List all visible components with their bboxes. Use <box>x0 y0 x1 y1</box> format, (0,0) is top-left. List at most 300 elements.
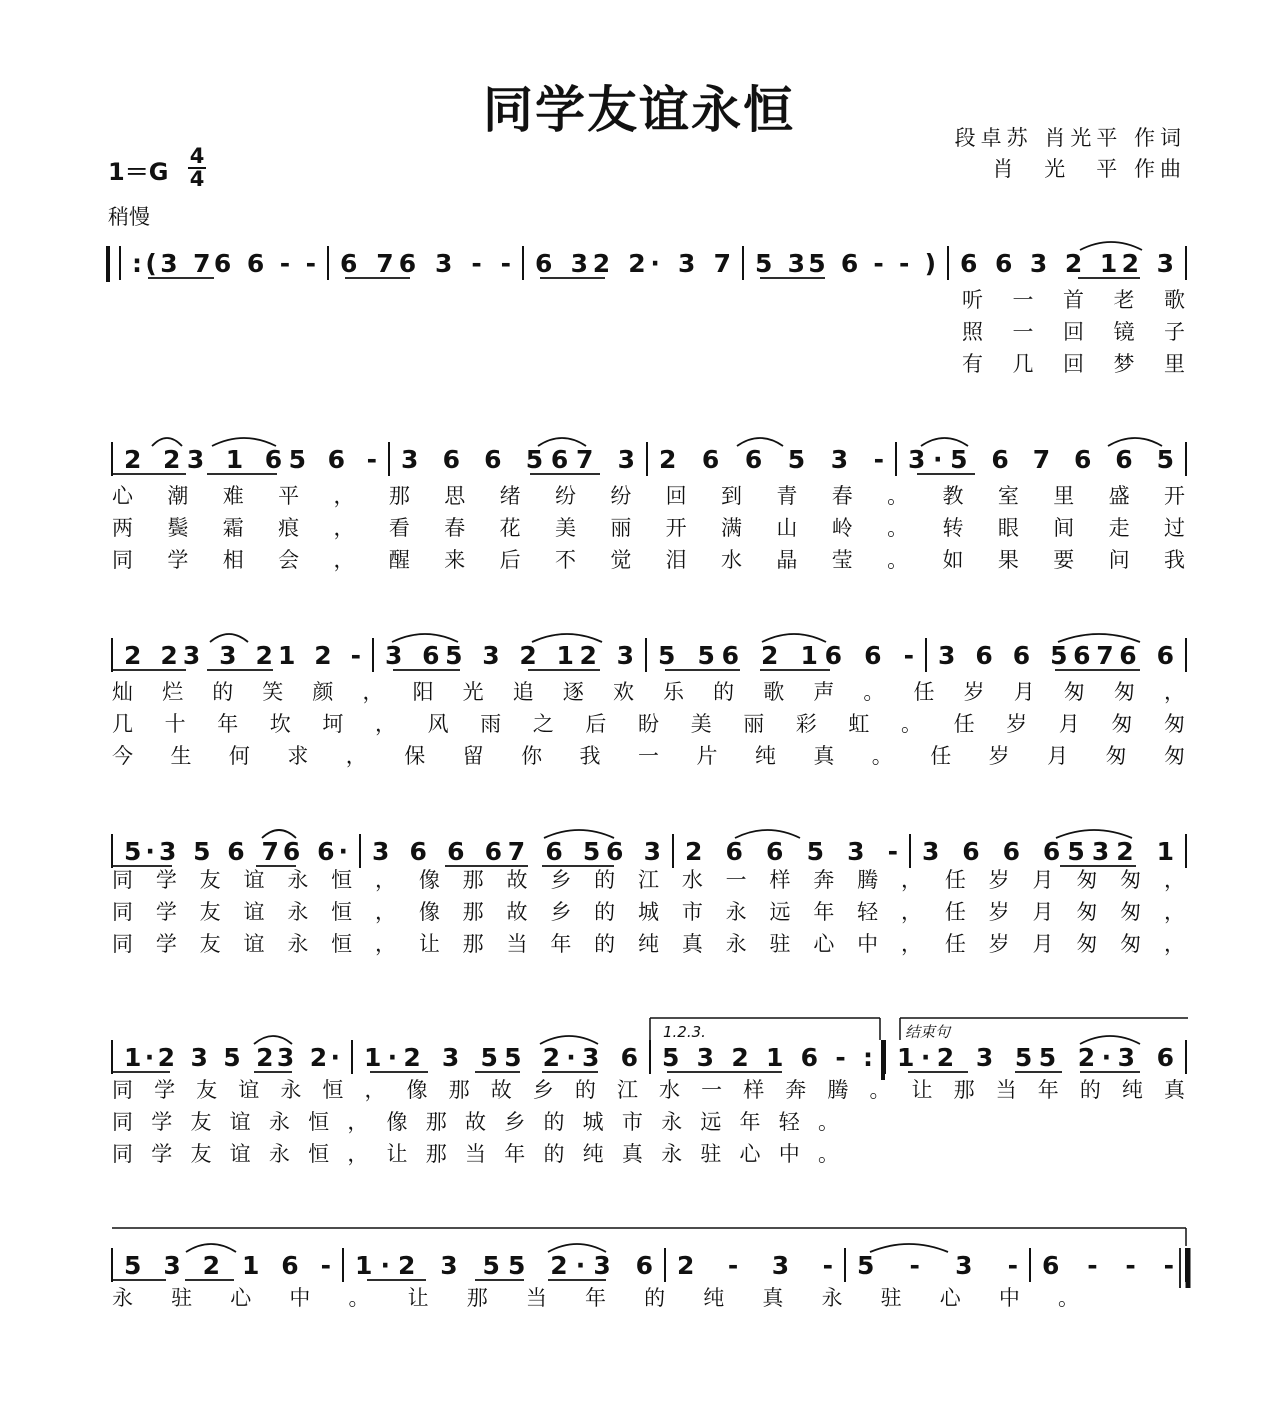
lyric-char: ， <box>375 932 396 956</box>
lyric-char: 像 <box>386 1110 408 1134</box>
lyric-char: 同 <box>112 932 133 956</box>
lyric-char: 故 <box>465 1110 486 1134</box>
lyric-char: 霜 <box>222 516 244 540</box>
lyric-char: 青 <box>776 484 798 508</box>
lyric-char: 走 <box>1108 516 1130 540</box>
lyric-char: 心 <box>112 484 133 508</box>
lyric-char: 。 <box>348 1286 370 1310</box>
time-sig-top: 4 <box>189 144 205 168</box>
lyric-char: 。 <box>887 484 909 508</box>
lyric-char: 月 <box>1013 680 1035 704</box>
lyric-char: 样 <box>743 1078 765 1102</box>
lyric-char: 生 <box>170 744 192 768</box>
lyric-char: 光 <box>462 680 484 704</box>
lyric-char: 绪 <box>499 484 521 508</box>
lyric-char: 的 <box>594 900 616 924</box>
lyric-char: 雨 <box>480 712 502 736</box>
system-1 <box>132 249 1174 278</box>
lyric-char: 匆 <box>1113 680 1135 704</box>
lyric-char: 轻 <box>778 1110 800 1134</box>
lyric-char: ， <box>1164 900 1185 924</box>
lyric-char: 匆 <box>1120 932 1142 956</box>
lyric-char: 远 <box>769 900 791 924</box>
lyric-char: 江 <box>616 1078 638 1102</box>
lyric-char: 驻 <box>171 1286 193 1310</box>
lyric-char: 几 <box>1012 352 1034 376</box>
measure-notes: 2 6 6 5 3 - <box>685 837 898 866</box>
lyric-char: 月 <box>1032 868 1054 892</box>
lyric-char: 片 <box>696 744 718 768</box>
measure-notes: 1·2 3 5 23 2· <box>124 1043 340 1072</box>
lyric-char: 。 <box>887 548 909 572</box>
measure-notes: 3 6 6 567 3 <box>401 445 635 474</box>
lyric-char: 春 <box>444 516 466 540</box>
measure-notes: 5 - 3 - <box>857 1251 1018 1280</box>
lyric-char: 有 <box>962 352 983 376</box>
lyric-char: 不 <box>554 548 576 572</box>
lyric-char: ， <box>375 900 396 924</box>
lyric-char: 江 <box>638 868 659 892</box>
lyric-char: 要 <box>1053 548 1075 572</box>
lyric-char: 乡 <box>550 900 572 924</box>
lyric-char: 一 <box>1012 288 1034 312</box>
lyric-char: 让 <box>407 1286 429 1310</box>
lyric-char: 中 <box>289 1286 311 1310</box>
lyric-char: 永 <box>280 1078 302 1102</box>
measure-notes: 3 6 6 67 6 56 3 <box>372 837 661 866</box>
lyric-char: 花 <box>499 516 521 540</box>
lyric-char: 学 <box>151 1142 173 1166</box>
lyric-char: 。 <box>871 744 893 768</box>
lyric-char: 坎 <box>269 712 291 736</box>
lyric-char: 。 <box>901 712 922 736</box>
lyric-char: 问 <box>1108 548 1130 572</box>
measure-notes: 3 6 6 5676 6 <box>938 641 1174 670</box>
lyric-char: 老 <box>1113 288 1135 312</box>
lyric-char: 永 <box>112 1286 133 1310</box>
lyric-char: 。 <box>869 1078 891 1102</box>
lyric-char: 匆 <box>1120 868 1142 892</box>
lyric-char: 年 <box>813 900 835 924</box>
measure-notes: 2 23 3 21 2 - <box>124 641 361 670</box>
lyric-char: 友 <box>199 932 221 956</box>
lyric-char: 驻 <box>700 1142 722 1166</box>
lyric-char: 山 <box>776 516 798 540</box>
lyric-char: 一 <box>1012 320 1034 344</box>
lyric-char: 春 <box>831 484 853 508</box>
lyric-char: 回 <box>1063 320 1084 344</box>
lyric-char: 任 <box>944 900 966 924</box>
lyric-char: 莹 <box>831 548 853 572</box>
lyric-char: ， <box>1164 680 1185 704</box>
lyric-char: 岁 <box>988 900 1010 924</box>
lyric-char: 满 <box>721 516 743 540</box>
lyric-char: 泪 <box>665 548 687 572</box>
lyric-char: 那 <box>388 484 410 508</box>
lyric-char: 永 <box>661 1142 683 1166</box>
measure-notes: 3·5 6 7 6 6 5 <box>908 445 1174 474</box>
lyric-char: 奔 <box>785 1078 807 1102</box>
lyric-char: 间 <box>1053 516 1075 540</box>
lyric-char: 恒 <box>331 900 353 924</box>
lyric-char: ， <box>333 548 355 572</box>
measure-notes: 6 6 3 2 12 3 <box>960 249 1174 278</box>
lyric-char: 任 <box>930 744 952 768</box>
lyric-char: ， <box>362 680 384 704</box>
lyric-char: 镜 <box>1113 320 1135 344</box>
lyric-char: 同 <box>112 900 133 924</box>
measure-notes: 2 23 1 65 6 - <box>124 445 377 474</box>
lyric-char: 梦 <box>1113 352 1135 376</box>
lyric-char: 乡 <box>532 1078 554 1102</box>
lyric-char: 乡 <box>550 868 572 892</box>
lyric-char: ， <box>347 1142 369 1166</box>
measure-notes: 1·2 3 55 2·3 6 <box>364 1043 638 1072</box>
lyric-char: 盛 <box>1108 484 1130 508</box>
lyric-char: 求 <box>287 744 309 768</box>
lyric-char: ， <box>901 868 922 892</box>
lyric-char: ， <box>345 744 367 768</box>
measure-notes: 2 - 3 - <box>677 1251 833 1280</box>
lyric-char: 友 <box>199 868 221 892</box>
lyric-char: 岁 <box>988 744 1010 768</box>
lyric-char: 匆 <box>1120 900 1142 924</box>
lyric-char: 。 <box>887 516 909 540</box>
system-3 <box>124 641 1174 670</box>
lyric-char: 友 <box>196 1078 218 1102</box>
lyric-char: 回 <box>665 484 687 508</box>
lyric-char: 如 <box>942 548 964 572</box>
system-4 <box>124 837 1174 866</box>
lyric-char: 何 <box>228 744 250 768</box>
lyric-char: 岭 <box>831 516 853 540</box>
measure-notes: 6 32 2· 3 7 <box>535 249 731 278</box>
measure-notes: 5·3 5 6 76 6· <box>124 837 348 866</box>
lyric-char: 城 <box>638 900 659 924</box>
lyric-char: 谊 <box>243 868 265 892</box>
tempo-marking: 稍慢 <box>108 205 150 229</box>
time-sig-bottom: 4 <box>189 167 205 191</box>
lyric-char: 匆 <box>1076 932 1098 956</box>
lyric-char: 同 <box>112 548 133 572</box>
lyric-char: 永 <box>268 1110 290 1134</box>
lyric-char: ， <box>901 932 922 956</box>
lyric-char: 。 <box>1058 1286 1079 1310</box>
lyric-char: 美 <box>554 516 576 540</box>
volta-first-label: 1.2.3. <box>663 1023 706 1041</box>
lyric-char: 谊 <box>243 932 265 956</box>
lyric-char: 那 <box>462 932 484 956</box>
lyric-char: 永 <box>725 900 747 924</box>
lyric-char: 让 <box>911 1078 933 1102</box>
lyric-char: 丽 <box>743 712 765 736</box>
lyric-char: 岁 <box>963 680 985 704</box>
lyric-char: 痕 <box>278 516 300 540</box>
measure-notes: 3 6 6 6532 1 <box>922 837 1174 866</box>
lyric-char: 恒 <box>331 932 353 956</box>
lyric-char: 一 <box>701 1078 723 1102</box>
lyric-char: 匆 <box>1105 744 1127 768</box>
lyric-char: 十 <box>164 712 186 736</box>
lyric-char: 开 <box>665 516 687 540</box>
lyric-char: 潮 <box>167 484 189 508</box>
measure-notes: :(3 76 6 - - <box>132 249 316 278</box>
lyric-char: ， <box>347 1110 369 1134</box>
lyric-char: 友 <box>199 900 221 924</box>
lyric-char: 永 <box>287 868 309 892</box>
lyric-char: 留 <box>462 744 484 768</box>
lyric-char: 觉 <box>610 548 632 572</box>
lyric-char: 恒 <box>308 1142 330 1166</box>
lyric-char: ， <box>333 484 355 508</box>
lyric-char: 水 <box>721 548 743 572</box>
lyric-char: 那 <box>425 1142 447 1166</box>
lyric-char: 难 <box>222 484 244 508</box>
lyric-char: 丽 <box>610 516 632 540</box>
lyric-char: 故 <box>506 868 528 892</box>
lyric-char: 真 <box>813 744 835 768</box>
lyric-char: 匆 <box>1076 868 1098 892</box>
lyric-char: 腾 <box>827 1078 849 1102</box>
lyric-char: 那 <box>448 1078 470 1102</box>
measure-notes: 5 3 2 1 6 - : <box>662 1043 873 1072</box>
lyric-char: 永 <box>821 1286 843 1310</box>
lyric-char: 。 <box>818 1110 839 1134</box>
lyric-char: 心 <box>739 1142 761 1166</box>
lyric-char: 坷 <box>322 712 344 736</box>
lyric-char: 岁 <box>988 868 1010 892</box>
lyric-char: 乐 <box>663 680 685 704</box>
lyric-char: 任 <box>944 932 966 956</box>
lyric-char: 当 <box>995 1078 1017 1102</box>
lyric-char: 永 <box>725 932 747 956</box>
lyric-char: 市 <box>681 900 703 924</box>
lyric-char: 的 <box>1079 1078 1101 1102</box>
lyric-char: 匆 <box>1164 744 1185 768</box>
lyric-char: 果 <box>997 548 1019 572</box>
lyric-char: 轻 <box>857 900 879 924</box>
lyric-char: 会 <box>278 548 300 572</box>
lyric-char: 中 <box>998 1286 1020 1310</box>
volta-ending-label: 结束句 <box>905 1023 951 1041</box>
lyric-char: 纷 <box>554 484 576 508</box>
lyric-char: 相 <box>222 548 244 572</box>
lyric-char: 岁 <box>988 932 1010 956</box>
lyric-char: 年 <box>1037 1078 1059 1102</box>
lyric-char: 鬓 <box>167 516 189 540</box>
lyric-char: 年 <box>504 1142 526 1166</box>
lyric-char: 眼 <box>997 516 1019 540</box>
lyric-char: 学 <box>155 932 177 956</box>
lyric-char: 纷 <box>610 484 632 508</box>
lyric-char: 首 <box>1063 288 1084 312</box>
lyric-char: 让 <box>418 932 440 956</box>
lyric-char: 的 <box>543 1142 565 1166</box>
lyric-char: 。 <box>818 1142 839 1166</box>
lyric-char: 里 <box>1164 352 1185 376</box>
lyric-char: 那 <box>466 1286 488 1310</box>
lyric-char: 纯 <box>703 1286 725 1310</box>
lyric-char: 心 <box>939 1286 961 1310</box>
lyric-char: 当 <box>506 932 528 956</box>
lyric-char: 纯 <box>1121 1078 1143 1102</box>
lyric-char: 故 <box>506 900 528 924</box>
lyric-char: 纯 <box>754 744 776 768</box>
lyric-char: 像 <box>418 868 440 892</box>
lyric-char: 今 <box>112 744 133 768</box>
lyric-char: 你 <box>521 744 543 768</box>
lyric-char: 同 <box>112 1078 133 1102</box>
lyric-char: 学 <box>167 548 189 572</box>
lyric-char: 虹 <box>848 712 870 736</box>
lyric-char: 谊 <box>238 1078 260 1102</box>
lyric-char: 年 <box>585 1286 606 1310</box>
lyric-char: 同 <box>112 1142 133 1166</box>
lyric-char: 同 <box>112 1110 133 1134</box>
lyric-char: ， <box>375 868 396 892</box>
lyric-char: 月 <box>1047 744 1069 768</box>
lyric-char: 醒 <box>388 548 410 572</box>
lyric-char: 阳 <box>412 680 434 704</box>
lyric-char: 谊 <box>229 1142 251 1166</box>
lyric-char: 过 <box>1164 516 1185 540</box>
lyric-char: 我 <box>1164 548 1185 572</box>
lyric-char: 颜 <box>312 680 334 704</box>
lyric-char: 中 <box>778 1142 800 1166</box>
lyric-char: 纯 <box>638 932 659 956</box>
lyric-char: 年 <box>739 1110 761 1134</box>
lyric-char: 让 <box>386 1142 408 1166</box>
lyric-char: 故 <box>490 1078 512 1102</box>
lyric-char: 歌 <box>1164 288 1185 312</box>
lyric-char: 一 <box>725 868 747 892</box>
lyric-char: 月 <box>1058 712 1080 736</box>
lyric-char: 教 <box>942 484 964 508</box>
lyric-char: 真 <box>681 932 703 956</box>
lyric-char: 那 <box>425 1110 447 1134</box>
lyric-char: 友 <box>190 1142 212 1166</box>
lyric-char: 学 <box>155 868 177 892</box>
lyric-char: 风 <box>427 712 449 736</box>
lyric-char: 市 <box>621 1110 643 1134</box>
lyric-char: 的 <box>644 1286 666 1310</box>
lyric-char: 城 <box>582 1110 604 1134</box>
lyric-char: 开 <box>1164 484 1185 508</box>
lyric-char: 灿 <box>112 680 133 704</box>
lyric-char: 欢 <box>612 680 634 704</box>
key-label: 1＝G <box>108 158 169 186</box>
system-2 <box>124 445 1174 474</box>
lyric-char: 逐 <box>562 680 584 704</box>
lyric-char: 当 <box>465 1142 486 1166</box>
lyric-char: 像 <box>418 900 440 924</box>
lyric-char: 乡 <box>504 1110 526 1134</box>
lyric-char: 真 <box>762 1286 784 1310</box>
composer-credit: 肖 光 平 作曲 <box>992 157 1186 181</box>
lyric-char: 烂 <box>162 680 184 704</box>
lyric-char: 永 <box>287 900 309 924</box>
lyric-char: 真 <box>621 1142 643 1166</box>
lyric-char: 思 <box>444 484 466 508</box>
lyric-char: 。 <box>863 680 885 704</box>
lyric-char: 的 <box>212 680 234 704</box>
lyric-char: 驻 <box>769 932 791 956</box>
lyric-char: 几 <box>112 712 133 736</box>
lyric-char: 恒 <box>322 1078 344 1102</box>
lyric-char: 水 <box>681 868 703 892</box>
lyric-char: ， <box>333 516 355 540</box>
lyric-char: 谊 <box>229 1110 251 1134</box>
lyric-char: 室 <box>997 484 1019 508</box>
lyric-char: 照 <box>962 320 983 344</box>
lyric-char: 子 <box>1164 320 1185 344</box>
lyric-char: 学 <box>151 1110 173 1134</box>
lyric-char: 同 <box>112 868 133 892</box>
lyric-char: 远 <box>700 1110 722 1134</box>
lyric-char: 的 <box>713 680 735 704</box>
lyric-char: ， <box>375 712 396 736</box>
lyric-char: 岁 <box>1006 712 1028 736</box>
lyric-char: 心 <box>230 1286 252 1310</box>
measure-notes: 5 35 6 - - ) <box>755 249 936 278</box>
lyricist-credit: 段卓苏 肖光平 作词 <box>954 126 1186 150</box>
lyric-char: 一 <box>638 744 659 768</box>
lyric-char: 的 <box>543 1110 565 1134</box>
lyric-char: 奔 <box>813 868 835 892</box>
lyric-char: 盼 <box>638 712 659 736</box>
lyric-char: 谊 <box>243 900 265 924</box>
measure-notes: 5 3 2 1 6 - <box>124 1251 331 1280</box>
measure-notes: 3 65 3 2 12 3 <box>385 641 634 670</box>
lyric-char: 的 <box>594 868 616 892</box>
lyric-char: 月 <box>1032 932 1054 956</box>
lyric-char: 永 <box>661 1110 683 1134</box>
lyric-char: 永 <box>287 932 309 956</box>
lyric-char: 任 <box>944 868 966 892</box>
lyric-char: 听 <box>962 288 983 312</box>
lyric-char: 回 <box>1063 352 1084 376</box>
lyric-char: 腾 <box>857 868 879 892</box>
lyric-char: 彩 <box>795 712 817 736</box>
lyric-char: 学 <box>154 1078 176 1102</box>
lyric-char: 友 <box>190 1110 212 1134</box>
lyric-char: 的 <box>594 932 616 956</box>
lyric-char: 驻 <box>880 1286 902 1310</box>
lyric-char: 我 <box>579 744 601 768</box>
lyric-char: 保 <box>404 744 426 768</box>
lyric-char: 晶 <box>776 548 798 572</box>
lyric-char: 后 <box>499 548 521 572</box>
lyric-char: 后 <box>585 712 607 736</box>
lyric-char: 心 <box>813 932 835 956</box>
lyric-char: 恒 <box>331 868 353 892</box>
lyric-char: 那 <box>462 868 484 892</box>
lyric-char: ， <box>901 900 922 924</box>
lyric-char: 匆 <box>1111 712 1133 736</box>
lyric-char: 歌 <box>763 680 785 704</box>
lyric-char: 匆 <box>1164 712 1185 736</box>
measure-notes: 6 76 3 - - <box>340 249 511 278</box>
lyric-char: 到 <box>721 484 743 508</box>
lyric-char: 里 <box>1053 484 1075 508</box>
lyric-char: 月 <box>1032 900 1054 924</box>
lyric-char: 的 <box>574 1078 596 1102</box>
lyric-char: 年 <box>550 932 572 956</box>
lyric-char: 样 <box>769 868 791 892</box>
lyric-char: 纯 <box>582 1142 604 1166</box>
measure-notes: 1·2 3 55 2·3 6 <box>355 1251 653 1280</box>
system-6 <box>124 1251 1174 1280</box>
